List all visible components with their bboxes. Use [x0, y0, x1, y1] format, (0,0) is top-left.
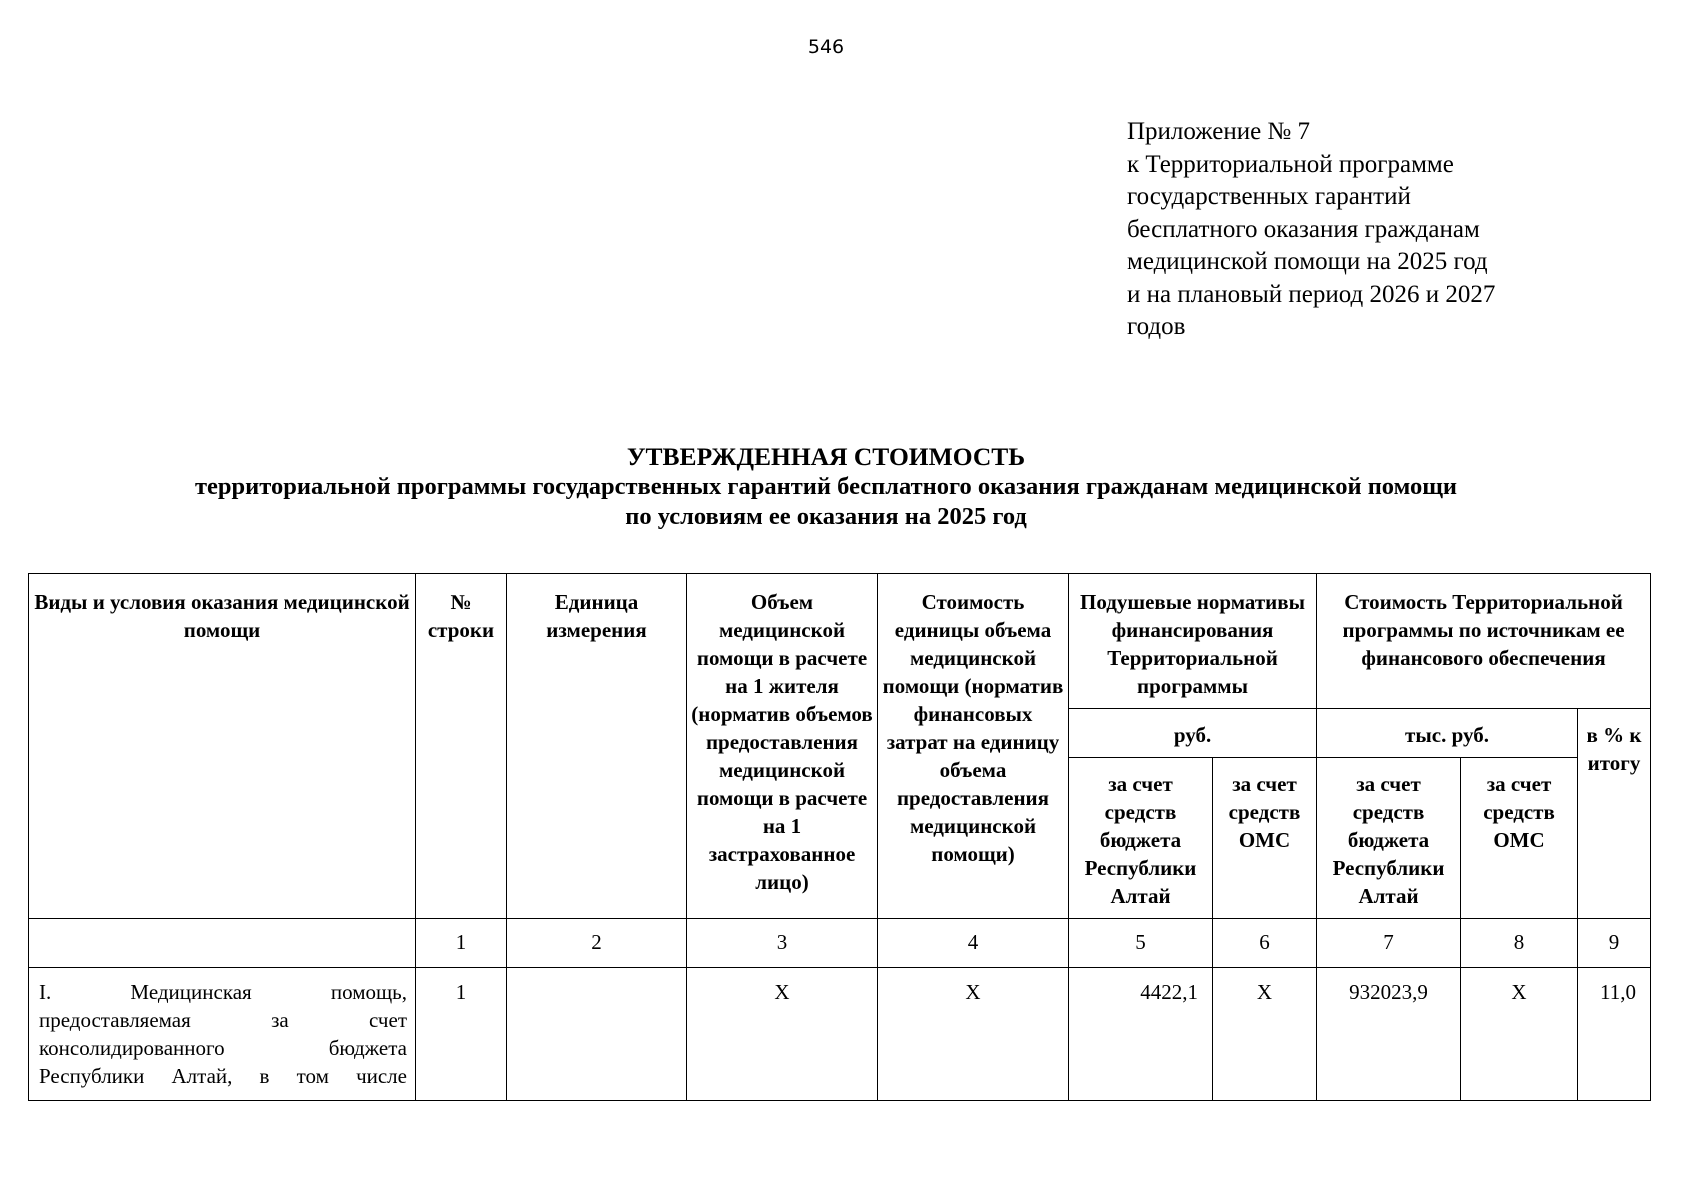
- header-budget-cost: за счет средств бюджета Республики Алтай: [1317, 758, 1461, 919]
- appendix-line: бесплатного оказания гражданам: [1127, 215, 1480, 243]
- document-title: [0, 442, 1652, 532]
- column-number: 6: [1213, 919, 1317, 968]
- header-unit: Единица измерения: [507, 574, 687, 919]
- column-number: 9: [1578, 919, 1651, 968]
- column-number: 8: [1461, 919, 1578, 968]
- row-name-line: консолидированного бюджета: [39, 1036, 407, 1060]
- appendix-line: годов: [1127, 313, 1186, 340]
- header-thous-rub: тыс. руб.: [1317, 709, 1578, 758]
- row-unit-cell: [507, 968, 687, 1101]
- header-rub: руб.: [1069, 709, 1317, 758]
- row-name-line: Республики Алтай, в том числе: [39, 1064, 407, 1088]
- column-number: [29, 919, 416, 968]
- header-per-capita: Подушевые нормативы финансирования Территориальной программы: [1069, 574, 1317, 709]
- row-name-line: I. Медицинская помощь,: [39, 980, 407, 1004]
- header-budget-per-capita: за счет средств бюджета Республики Алтай: [1069, 758, 1213, 919]
- appendix-line: и на плановый период 2026 и 2027: [1127, 280, 1496, 308]
- header-types: Виды и условия оказания медицинской помощи: [29, 574, 416, 919]
- row-cost-oms-cell: Х: [1461, 968, 1578, 1101]
- header-volume: Объем медицинской помощи в расчете на 1 жителя (норматив объемов предоставления медицинской помощи в расчете на 1 застрахованное лицо): [687, 574, 878, 919]
- row-percent-cell: 11,0: [1578, 968, 1651, 1101]
- row-cost-budget-cell: 932023,9: [1317, 968, 1461, 1101]
- appendix-line: медицинской помощи на 2025 год: [1127, 248, 1488, 275]
- column-number: 4: [878, 919, 1069, 968]
- row-name-line: предоставляемая за счет: [39, 1008, 407, 1032]
- row-unit-cost-cell: Х: [878, 968, 1069, 1101]
- column-number: 1: [416, 919, 507, 968]
- row-name-cell: [29, 968, 416, 1101]
- appendix-line: Приложение № 7: [1127, 118, 1311, 145]
- title-line-2: территориальной программы государственных гарантий бесплатного оказания гражданам медицинской помощи: [194, 473, 1458, 500]
- title-line-1: УТВЕРЖДЕННАЯ СТОИМОСТЬ: [626, 442, 1026, 471]
- row-number-cell: 1: [416, 968, 507, 1101]
- header-oms-per-capita: за счет средств ОМС: [1213, 758, 1317, 919]
- header-oms-cost: за счет средств ОМС: [1461, 758, 1578, 919]
- header-row-number: № строки: [416, 574, 507, 919]
- header-unit-cost: Стоимость единицы объема медицинской помощи (норматив финансовых затрат на единицу объема предоставления медицинской помощи): [878, 574, 1069, 919]
- cost-table: [28, 573, 1651, 1101]
- column-number: 5: [1069, 919, 1213, 968]
- header-percent: в % к итогу: [1578, 709, 1651, 919]
- row-per-capita-budget-cell: 4422,1: [1069, 968, 1213, 1101]
- column-number: 2: [507, 919, 687, 968]
- row-per-capita-oms-cell: Х: [1213, 968, 1317, 1101]
- table-row: [29, 968, 1651, 1101]
- page-number: 546: [807, 36, 845, 58]
- column-number: 3: [687, 919, 878, 968]
- appendix-note: [1127, 116, 1587, 344]
- row-volume-cell: Х: [687, 968, 878, 1101]
- appendix-line: к Территориальной программе: [1127, 150, 1454, 178]
- title-line-3: по условиям ее оказания на 2025 год: [625, 503, 1027, 530]
- header-program-cost: Стоимость Территориальной программы по источникам ее финансового обеспечения: [1317, 574, 1651, 709]
- column-number: 7: [1317, 919, 1461, 968]
- appendix-line: государственных гарантий: [1127, 183, 1411, 210]
